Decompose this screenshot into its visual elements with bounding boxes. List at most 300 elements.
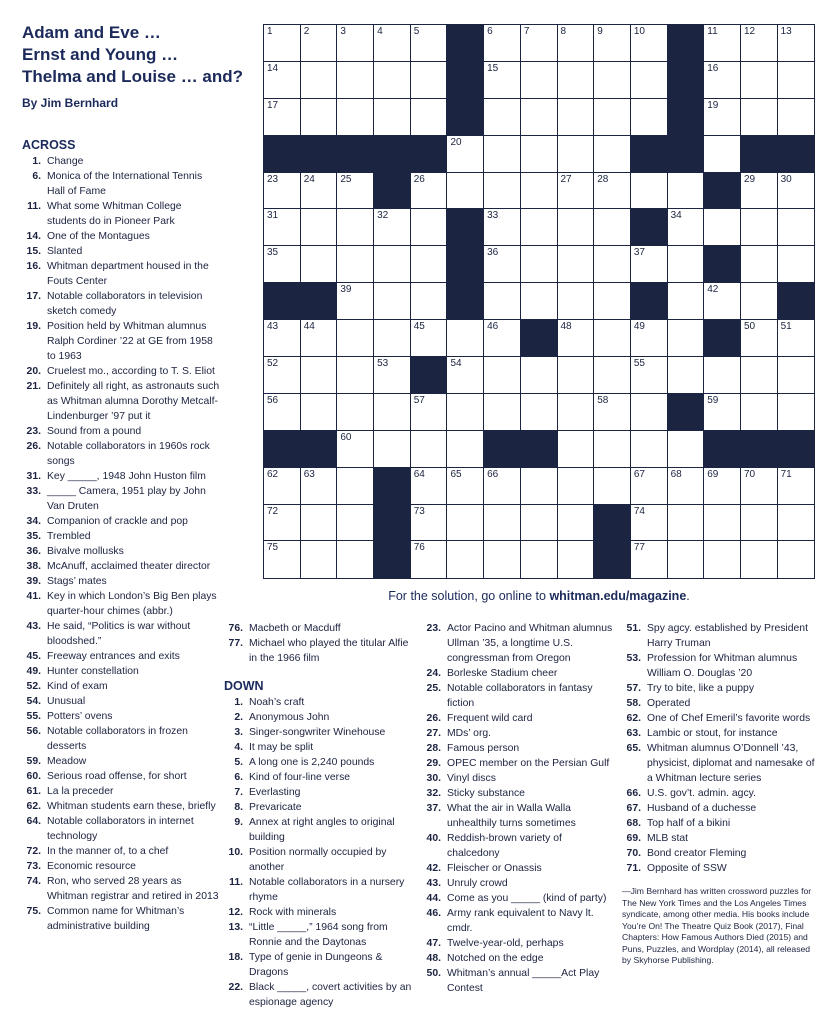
grid-cell[interactable] [668, 320, 705, 357]
clue-text: A long one is 2,240 pounds [249, 757, 375, 768]
grid-cell[interactable] [411, 25, 448, 62]
grid-cell[interactable] [778, 320, 815, 357]
clue-text: La la preceder [47, 786, 114, 797]
cell-number: 2 [303, 26, 310, 37]
grid-cell[interactable] [264, 505, 301, 542]
grid-cell[interactable] [668, 505, 705, 542]
black-square [668, 25, 705, 62]
clue-text: Husband of a duchesse [647, 803, 757, 814]
grid-cell[interactable] [374, 320, 411, 357]
clue-item [22, 769, 222, 784]
clue-text: Hunter constellation [47, 666, 139, 677]
grid-cell[interactable] [411, 431, 448, 468]
grid-cell[interactable] [594, 283, 631, 320]
grid-cell[interactable] [741, 283, 778, 320]
clue-item [22, 844, 222, 859]
grid-cell[interactable] [337, 62, 374, 99]
across-clue-list [22, 154, 222, 934]
grid-cell[interactable] [264, 468, 301, 505]
grid-cell[interactable] [484, 173, 521, 210]
clue-item [22, 814, 222, 844]
grid-cell[interactable] [447, 136, 484, 173]
grid-cell[interactable] [301, 173, 338, 210]
grid-cell[interactable] [704, 209, 741, 246]
grid-cell[interactable] [558, 468, 595, 505]
grid-cell[interactable] [337, 468, 374, 505]
grid-cell[interactable] [741, 468, 778, 505]
grid-cell[interactable] [374, 209, 411, 246]
grid-cell[interactable] [631, 357, 668, 394]
grid-cell[interactable] [631, 99, 668, 136]
cell-number: 54 [450, 358, 462, 370]
clue-text: He said, “Politics is war without bloodshed.” [47, 621, 191, 647]
grid-cell[interactable] [411, 209, 448, 246]
grid-cell[interactable] [301, 320, 338, 357]
clue-item [22, 259, 222, 289]
grid-cell[interactable] [411, 62, 448, 99]
clue-number: 77. [228, 638, 243, 649]
grid-cell[interactable] [741, 541, 778, 578]
grid-cell[interactable] [594, 394, 631, 431]
grid-cell[interactable] [484, 246, 521, 283]
grid-cell[interactable] [741, 209, 778, 246]
solution-link[interactable]: whitman.edu/magazine [549, 589, 687, 603]
black-square [374, 505, 411, 542]
grid-cell[interactable] [264, 357, 301, 394]
grid-cell[interactable] [337, 283, 374, 320]
grid-cell[interactable] [631, 246, 668, 283]
clue-text: Meadow [47, 756, 87, 767]
grid-cell[interactable] [778, 394, 815, 431]
clue-text: Stags’ mates [47, 576, 107, 587]
grid-cell[interactable] [484, 541, 521, 578]
clue-item [622, 696, 820, 711]
grid-cell[interactable] [704, 357, 741, 394]
grid-cell[interactable] [778, 468, 815, 505]
grid-cell[interactable] [558, 136, 595, 173]
cell-number: 57 [413, 394, 425, 406]
grid-cell[interactable] [704, 136, 741, 173]
grid-cell[interactable] [374, 394, 411, 431]
cell-number: 50 [743, 321, 756, 333]
grid-cell[interactable] [301, 357, 338, 394]
clue-item [22, 694, 222, 709]
grid-cell[interactable] [521, 173, 558, 210]
grid-cell[interactable] [264, 541, 301, 578]
grid-cell[interactable] [337, 99, 374, 136]
grid-cell[interactable] [668, 173, 705, 210]
clue-item [22, 559, 222, 574]
clue-text: Slanted [47, 246, 83, 257]
grid-cell[interactable] [631, 431, 668, 468]
grid-cell[interactable] [264, 394, 301, 431]
cell-number: 28 [597, 173, 609, 185]
clue-item [224, 845, 416, 875]
grid-cell[interactable] [337, 541, 374, 578]
clue-item [22, 799, 222, 814]
grid-cell[interactable] [594, 320, 631, 357]
grid-cell[interactable] [778, 541, 815, 578]
grid-cell[interactable] [558, 99, 595, 136]
grid-cell[interactable] [411, 173, 448, 210]
grid-cell[interactable] [558, 283, 595, 320]
clue-number: 19. [26, 321, 41, 332]
grid-cell[interactable] [301, 468, 338, 505]
grid-cell[interactable] [668, 283, 705, 320]
clue-number: 52. [26, 681, 41, 692]
grid-cell[interactable] [521, 505, 558, 542]
grid-cell[interactable] [778, 209, 815, 246]
grid-cell[interactable] [411, 320, 448, 357]
grid-cell[interactable] [264, 173, 301, 210]
grid-cell[interactable] [778, 25, 815, 62]
grid-cell[interactable] [631, 505, 668, 542]
grid-cell[interactable] [484, 62, 521, 99]
clue-number: 35. [26, 531, 41, 542]
grid-cell[interactable] [594, 357, 631, 394]
down-heading: DOWN [224, 679, 264, 693]
grid-cell[interactable] [301, 541, 338, 578]
grid-cell[interactable] [558, 209, 595, 246]
clue-item [224, 875, 416, 905]
grid-cell[interactable] [484, 99, 521, 136]
grid-cell[interactable] [301, 505, 338, 542]
grid-cell[interactable] [411, 394, 448, 431]
clue-number: 18. [228, 952, 243, 963]
clue-number: 14. [26, 231, 41, 242]
cell-number: 7 [523, 26, 530, 37]
grid-cell[interactable] [447, 173, 484, 210]
grid-cell[interactable] [741, 25, 778, 62]
clue-item [422, 681, 614, 711]
grid-cell[interactable] [484, 209, 521, 246]
clue-number: 37. [426, 803, 441, 814]
clue-text: Monica of the International Tennis Hall of Fame [47, 171, 203, 197]
grid-cell[interactable] [668, 209, 705, 246]
grid-cell[interactable] [301, 394, 338, 431]
black-square [264, 283, 301, 320]
clue-number: 46. [426, 908, 441, 919]
down-clue-list-end [622, 621, 820, 876]
clue-text: Prevaricate [249, 802, 302, 813]
black-square [264, 136, 301, 173]
cell-number: 25 [340, 173, 352, 185]
grid-cell[interactable] [484, 283, 521, 320]
clue-item [22, 589, 222, 619]
clue-number: 49. [26, 666, 41, 677]
grid-cell[interactable] [374, 62, 411, 99]
grid-cell[interactable] [704, 505, 741, 542]
grid-cell[interactable] [631, 541, 668, 578]
grid-cell[interactable] [447, 541, 484, 578]
cell-number: 69 [707, 468, 719, 480]
grid-cell[interactable] [374, 357, 411, 394]
grid-cell[interactable] [264, 99, 301, 136]
grid-cell[interactable] [668, 357, 705, 394]
across-heading: ACROSS [22, 138, 76, 152]
cell-number: 15 [487, 62, 499, 74]
clue-number: 68. [626, 818, 641, 829]
grid-cell[interactable] [558, 394, 595, 431]
grid-cell[interactable] [631, 394, 668, 431]
grid-cell[interactable] [778, 99, 815, 136]
across-clue-list-continued [224, 621, 416, 666]
grid-cell[interactable] [778, 357, 815, 394]
grid-cell[interactable] [778, 173, 815, 210]
grid-cell[interactable] [337, 505, 374, 542]
clue-number: 43. [26, 621, 41, 632]
clue-column-2 [224, 621, 416, 1010]
black-square [264, 431, 301, 468]
grid-cell[interactable] [558, 25, 595, 62]
clue-number: 20. [26, 366, 41, 377]
grid-cell[interactable] [521, 357, 558, 394]
grid-cell[interactable] [741, 246, 778, 283]
grid-cell[interactable] [631, 468, 668, 505]
clue-text: Notable collaborators in fantasy fiction [447, 683, 593, 709]
clue-number: 25. [426, 683, 441, 694]
clue-item [22, 469, 222, 484]
grid-cell[interactable] [668, 541, 705, 578]
grid-cell[interactable] [778, 62, 815, 99]
grid-cell[interactable] [447, 394, 484, 431]
clue-item [22, 484, 222, 514]
clue-text: U.S. gov’t. admin. agcy. [647, 788, 756, 799]
grid-cell[interactable] [301, 99, 338, 136]
grid-cell[interactable] [558, 541, 595, 578]
clue-text: Singer-songwriter Winehouse [249, 727, 386, 738]
clue-item [22, 784, 222, 799]
grid-cell[interactable] [484, 25, 521, 62]
grid-cell[interactable] [301, 246, 338, 283]
clue-item [22, 859, 222, 874]
clue-item [22, 199, 222, 229]
clue-number: 53. [626, 653, 641, 664]
grid-cell[interactable] [521, 541, 558, 578]
grid-cell[interactable] [558, 62, 595, 99]
clue-number: 31. [26, 471, 41, 482]
cell-number: 4 [377, 26, 383, 37]
grid-cell[interactable] [741, 394, 778, 431]
grid-cell[interactable] [521, 62, 558, 99]
grid-cell[interactable] [301, 62, 338, 99]
grid-cell[interactable] [704, 283, 741, 320]
clue-text: Actor Pacino and Whitman alumnus Ullman ’35, a longtime U.S. congressman from Oregon [447, 623, 613, 664]
grid-cell[interactable] [484, 136, 521, 173]
grid-cell[interactable] [264, 25, 301, 62]
grid-cell[interactable] [521, 136, 558, 173]
clue-item [622, 861, 820, 876]
grid-cell[interactable] [411, 541, 448, 578]
grid-cell[interactable] [521, 246, 558, 283]
clue-text: Top half of a bikini [647, 818, 731, 829]
clue-number: 1. [234, 697, 243, 708]
grid-cell[interactable] [447, 431, 484, 468]
grid-cell[interactable] [704, 99, 741, 136]
black-square [411, 136, 448, 173]
grid-cell[interactable] [741, 505, 778, 542]
black-square [447, 283, 484, 320]
grid-cell[interactable] [264, 209, 301, 246]
cell-number: 35 [267, 247, 279, 259]
grid-cell[interactable] [631, 173, 668, 210]
clue-number: 74. [26, 876, 41, 887]
grid-cell[interactable] [558, 357, 595, 394]
grid-cell[interactable] [741, 320, 778, 357]
cell-number: 62 [267, 468, 279, 480]
grid-cell[interactable] [558, 505, 595, 542]
clue-item [22, 529, 222, 544]
grid-cell[interactable] [594, 99, 631, 136]
grid-cell[interactable] [558, 173, 595, 210]
clue-item [22, 244, 222, 259]
grid-cell[interactable] [484, 357, 521, 394]
grid-cell[interactable] [631, 62, 668, 99]
grid-cell[interactable] [264, 246, 301, 283]
grid-cell[interactable] [374, 431, 411, 468]
grid-cell[interactable] [778, 246, 815, 283]
grid-cell[interactable] [741, 357, 778, 394]
grid-cell[interactable] [558, 320, 595, 357]
clue-text: Notable collaborators in internet technology [47, 816, 194, 842]
clue-item [422, 621, 614, 666]
grid-cell[interactable] [447, 357, 484, 394]
grid-cell[interactable] [411, 99, 448, 136]
grid-cell[interactable] [594, 209, 631, 246]
grid-cell[interactable] [337, 25, 374, 62]
grid-cell[interactable] [411, 468, 448, 505]
grid-cell[interactable] [521, 25, 558, 62]
grid-cell[interactable] [264, 320, 301, 357]
clue-number: 10. [228, 847, 243, 858]
clue-text: Macbeth or Macduff [249, 623, 341, 634]
grid-cell[interactable] [411, 283, 448, 320]
grid-cell[interactable] [521, 283, 558, 320]
clue-text: Position normally occupied by another [249, 847, 387, 873]
clue-number: 12. [228, 907, 243, 918]
black-square [704, 320, 741, 357]
clue-item [622, 651, 820, 681]
grid-cell[interactable] [594, 246, 631, 283]
grid-cell[interactable] [594, 431, 631, 468]
grid-cell[interactable] [668, 246, 705, 283]
clue-text: What the air in Walla Walla unhealthily turns sometimes [447, 803, 576, 829]
cell-number: 44 [303, 321, 315, 333]
grid-cell[interactable] [484, 505, 521, 542]
grid-cell[interactable] [704, 468, 741, 505]
grid-cell[interactable] [374, 25, 411, 62]
clue-item [224, 770, 416, 785]
grid-cell[interactable] [594, 173, 631, 210]
grid-cell[interactable] [301, 25, 338, 62]
cell-number: 65 [450, 468, 462, 480]
grid-cell[interactable] [521, 394, 558, 431]
grid-cell[interactable] [704, 394, 741, 431]
clue-number: 44. [426, 893, 441, 904]
clue-column-4 [622, 621, 820, 967]
grid-cell[interactable] [337, 209, 374, 246]
grid-cell[interactable] [704, 541, 741, 578]
clue-item [224, 950, 416, 980]
grid-cell[interactable] [558, 431, 595, 468]
grid-cell[interactable] [447, 320, 484, 357]
grid-cell[interactable] [337, 431, 374, 468]
grid-cell[interactable] [337, 246, 374, 283]
grid-cell[interactable] [594, 136, 631, 173]
grid-cell[interactable] [411, 246, 448, 283]
grid-cell[interactable] [594, 468, 631, 505]
clue-item [22, 424, 222, 439]
down-clue-list [224, 695, 416, 1010]
clue-text: Trembled [47, 531, 91, 542]
clue-text: Whitman students earn these, briefly [47, 801, 216, 812]
grid-cell[interactable] [778, 505, 815, 542]
clue-item [22, 439, 222, 469]
clue-item [224, 725, 416, 740]
clue-item [224, 905, 416, 920]
clue-item [22, 154, 222, 169]
grid-cell[interactable] [668, 431, 705, 468]
grid-cell[interactable] [337, 173, 374, 210]
cell-number: 5 [413, 26, 420, 37]
grid-cell[interactable] [374, 246, 411, 283]
grid-cell[interactable] [704, 62, 741, 99]
grid-cell[interactable] [484, 320, 521, 357]
clue-text: _____ Camera, 1951 play by John Van Druten [47, 486, 206, 512]
cell-number: 72 [267, 505, 279, 517]
clue-item [422, 666, 614, 681]
grid-cell[interactable] [264, 62, 301, 99]
grid-cell[interactable] [521, 468, 558, 505]
grid-cell[interactable] [631, 320, 668, 357]
cell-number: 11 [707, 26, 718, 37]
grid-cell[interactable] [594, 62, 631, 99]
black-square [631, 209, 668, 246]
grid-cell[interactable] [374, 99, 411, 136]
grid-cell[interactable] [447, 505, 484, 542]
black-square [301, 431, 338, 468]
clue-item [422, 831, 614, 861]
grid-cell[interactable] [301, 209, 338, 246]
grid-cell[interactable] [668, 468, 705, 505]
cell-number: 74 [633, 505, 645, 517]
grid-cell[interactable] [484, 394, 521, 431]
grid-cell[interactable] [631, 25, 668, 62]
grid-cell[interactable] [741, 173, 778, 210]
grid-cell[interactable] [521, 209, 558, 246]
grid-cell[interactable] [741, 62, 778, 99]
grid-cell[interactable] [447, 468, 484, 505]
clue-number: 21. [26, 381, 41, 392]
grid-cell[interactable] [374, 283, 411, 320]
clue-number: 60. [26, 771, 41, 782]
grid-cell[interactable] [558, 246, 595, 283]
grid-cell[interactable] [411, 505, 448, 542]
grid-cell[interactable] [484, 468, 521, 505]
grid-cell[interactable] [594, 25, 631, 62]
clue-item [622, 711, 820, 726]
grid-cell[interactable] [741, 99, 778, 136]
grid-cell[interactable] [337, 394, 374, 431]
grid-cell[interactable] [704, 25, 741, 62]
grid-cell[interactable] [337, 357, 374, 394]
clue-number: 71. [626, 863, 641, 874]
cell-number: 24 [303, 173, 315, 185]
grid-cell[interactable] [521, 99, 558, 136]
clue-number: 39. [26, 576, 41, 587]
grid-cell[interactable] [337, 320, 374, 357]
clue-number: 43. [426, 878, 441, 889]
